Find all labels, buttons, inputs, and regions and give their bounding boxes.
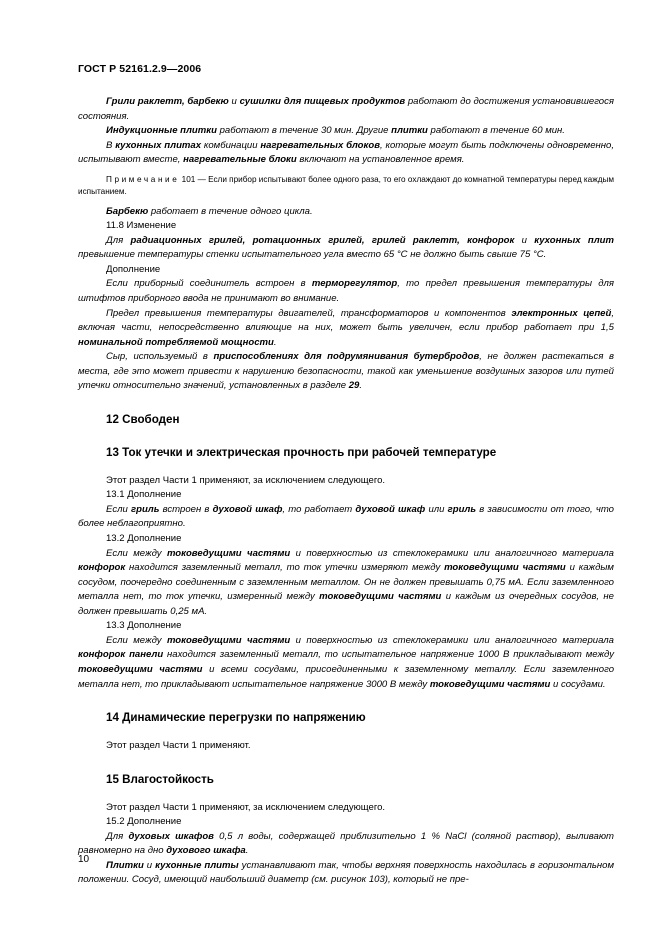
paragraph-hobs-vessel: Плитки и кухонные плиты устанавливают так, чтобы верхняя поверхность находилась в горизонтальном положении. Сосуд, имеющий наибольший диаметр (см. рисунок 103), который не пре-	[78, 859, 614, 886]
addition-label: Дополнение	[106, 263, 161, 275]
paragraph-induction: Индукционные плитки работают в течение 30 мин. Другие плитки работают в течение 60 мин.	[106, 125, 565, 137]
section-15-intro: Этот раздел Части 1 применяют, за исключением следующего.	[106, 801, 386, 813]
section-heading-13: 13 Ток утечки и электрическая прочность при рабочей температуре	[106, 445, 497, 459]
paragraph-ovens-salt: Для духовых шкафов 0,5 л воды, содержащей приблизительно 1 % NaCl (соляной раствор), выливают равномерно на дно духового шкафа.	[78, 830, 615, 857]
paragraph-grill-oven: Если гриль встроен в духовой шкаф, то работает духовой шкаф или гриль в зависимости от того, что более неблагоприятно.	[78, 503, 614, 530]
note-label: Примечание	[106, 174, 180, 184]
section-heading-15: 15 Влагостойкость	[106, 772, 214, 786]
section-heading-12: 12 Свободен	[106, 412, 180, 426]
note-text: 101 — Если прибор испытывают более одного раза, то его охлаждают до комнатной температуры перед каждым испытанием.	[78, 174, 614, 197]
note-101	[78, 174, 614, 199]
document-header: ГОСТ Р 52161.2.9—2006	[78, 63, 202, 75]
document-body	[78, 95, 614, 888]
paragraph-cheese: Сыр, используемый в приспособлениях для подрумянивания бутербродов, не должен растекаться в места, где это может привести к нарушению безопасности, такой как уменьшение воздушных зазоров или путей утечки относительно значений, установленных в разделе 29.	[78, 351, 615, 392]
paragraph-grills: Грили раклетт, барбекю и сушилки для пищевых продуктов работают до достижения установившегося состояния.	[78, 96, 614, 122]
subsection-15-2: 15.2 Дополнение	[106, 816, 182, 828]
paragraph-temperature-limit: Предел превышения температуры двигателей, трансформаторов и компонентов электронных цепей, включая части, непосредственно влияющие на них, может быть увеличен, если прибор работает при 1,5 номинальной потребляемой мощности.	[78, 307, 614, 348]
subsection-11-8: 11.8 Изменение	[106, 220, 177, 232]
section-14-intro: Этот раздел Части 1 применяют.	[106, 740, 251, 752]
page-number: 10	[78, 854, 90, 865]
paragraph-barbecue: Барбекю работает в течение одного цикла.	[106, 205, 313, 217]
subsection-13-2: 13.2 Дополнение	[106, 533, 182, 545]
paragraph-kitchen-stoves: В кухонных плитах комбинации нагревательных блоков, которые могут быть подключены одновременно, испытывают вместе, нагревательные блоки включают на установленное время.	[78, 139, 615, 166]
section-13-intro: Этот раздел Части 1 применяют, за исключением следующего.	[106, 474, 386, 486]
paragraph-leakage-current: Если между токоведущими частями и поверхностью из стеклокерамики или аналогичного материала конфорок находится заземленный металл, то ток утечки измеряют между токоведущими частями и каждым сосудом, поочередно соединенным с заземленным металлом. Он не должен превышать 0,75 мА. Если заземленного металла нет, то ток утечки, измеренный между токоведущими частями и каждым из очередных сосудов, не должен превышать 0,25 мА.	[78, 547, 614, 617]
paragraph-thermostat: Если приборный соединитель встроен в терморегулятор, то предел превышения температуры для штифтов приборного ввода не принимают во внимание.	[78, 278, 614, 305]
paragraph-radiant-grills: Для радиационных грилей, ротационных грилей, грилей раклетт, конфорок и кухонных плит превышение температуры стенки испытательного угла вместо 65 °С не должно быть свыше 75 °С.	[78, 234, 614, 261]
section-heading-14: 14 Динамические перегрузки по напряжению	[106, 711, 366, 725]
subsection-13-1: 13.1 Дополнение	[106, 489, 182, 501]
paragraph-test-voltage: Если между токоведущими частями и поверхностью из стеклокерамики или аналогичного материала конфорок панели находится заземленный металл, то испытательное напряжение 1000 В прикладывают между токоведущими частями и всеми сосудами, присоединенными к заземленному металлу. Если заземленного металла нет, то прикладывают испытательное напряжение 3000 В между токоведущими частями и сосудами.	[78, 634, 615, 690]
subsection-13-3: 13.3 Дополнение	[106, 620, 182, 632]
